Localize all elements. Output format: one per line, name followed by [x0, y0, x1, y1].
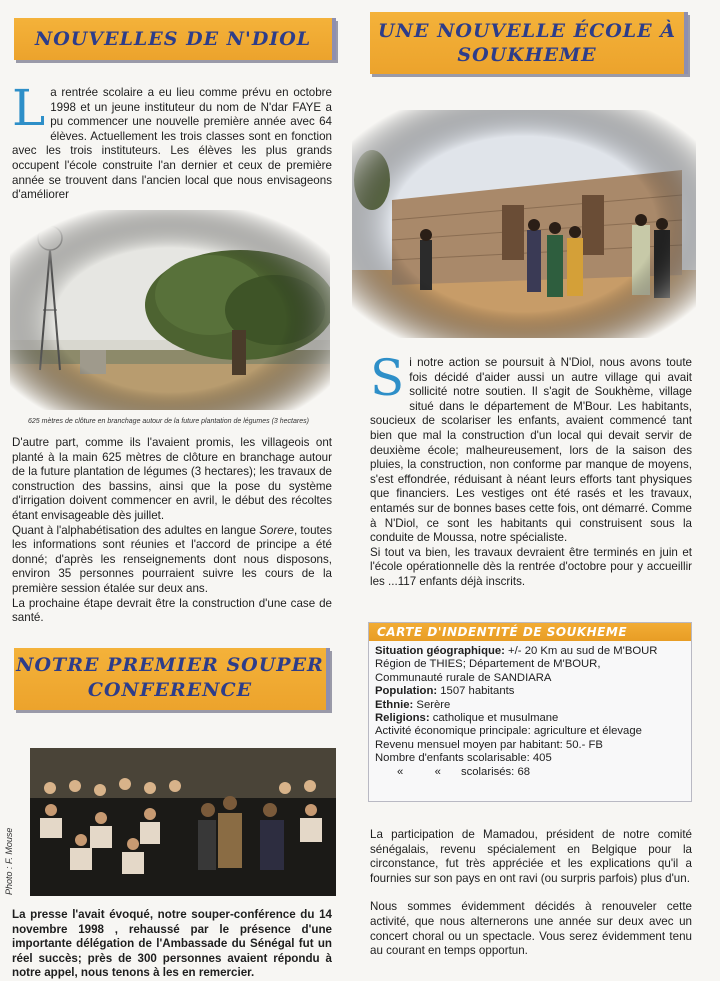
article-mamadou-text: [370, 828, 692, 959]
drop-cap: L: [12, 79, 46, 137]
paragraph-text: Si tout va bien, les travaux devraient être terminés en juin et l'école opérationnelle dès la rentrée d'octobre pour y accueillir les ...117 enfants déjà inscrits.: [370, 545, 692, 588]
id-revenu: Revenu mensuel moyen par habitant: 50.- FB: [375, 738, 603, 751]
photo-credit: Photo : F. Mouse: [4, 827, 14, 895]
article-souper-text: [12, 908, 332, 981]
paragraph-text: Quant à l'alphabétisation des adultes en langue Sorere, toutes les informations sont réunies et l'accord de principe a été donné; d'après les renseignements dont nous disposons, environ 35 personnes pourraient suivre les cours de la première session étalée sur deux ans.: [12, 523, 332, 595]
id-region: Région de THIES; Département de M'BOUR,: [375, 658, 601, 671]
paragraph-text: La participation de Mamadou, président de notre comité sénégalais, revenu spécialement en Belgique pour la circonstance, fut très appréciée et les explications qu'il a fournies sur son pays en ont ravi (ou surpris parfois) plus d'un.: [370, 828, 692, 885]
id-situation: Situation géographique: +/- 20 Km au sud de M'BOUR: [375, 645, 658, 657]
photo-audience: [30, 748, 336, 896]
paragraph-text: i notre action se poursuit à N'Diol, nous avons toute fois décidé d'aider aussi un autre village qui avait sollicité notre soutien. Il s'agit de Soukhème, village situé dans le département de M'Bour. Les habitants, soucieux de scolariser les enfants, avaient commencé tant bien que mal la construction d'un local qui devait servir de deuxième école; malheureusement, lors de la saison des pluies, la construction, non conforme par manque de moyens, s'est effondrée, réduisant à néant leurs efforts tant physiques que financiers. Les vestiges ont été rasés et les travaux, entamés sur de bonnes bases cette fois, ont démarré. Comme à N'Diol, ce sont les habitants qui construisent sous la conduite de Moussa, notre spécialiste.: [370, 356, 692, 545]
photo-school-construction: [352, 110, 696, 338]
id-activite: Activité économique principale: agriculture et élevage: [375, 725, 642, 738]
paragraph-text: Nous sommes évidemment décidés à renouveler cette activité, que nous alternerons une année sur deux avec un concert choral ou un spectacle. Vous serez évidemment tenu au courant en temps opportun.: [370, 900, 692, 958]
id-population: Population: 1507 habitants: [375, 685, 515, 698]
paragraph-text: D'autre part, comme ils l'avaient promis, les villageois ont planté à la main 625 mètres de clôture en branchage autour de la future plantation de légumes (3 hectares); les travaux de construction des bassins, ainsi que la pose du système d'irrigation doivent commencer en avril, le début des récoltes étant envisageable dès juillet.: [12, 436, 332, 522]
section-title-ndiol: NOUVELLES DE N'DIOL: [14, 18, 336, 60]
photo-caption: 625 mètres de clôture en branchage autour de la future plantation de légumes (3 hectares): [28, 418, 309, 425]
id-enfants: Nombre d'enfants scolarisable: 405: [375, 752, 552, 765]
paragraph-text: La presse l'avait évoqué, notre souper-conférence du 14 novembre 1998 , rehaussé par le présence d'une importante délégation de l'Ambassade du Sénégal fut un réel succès; près de 300 personnes avaient répondu à notre appel, nous tenons à les en remercier.: [12, 908, 332, 980]
section-title-souper: NOTRE PREMIER SOUPER CONFERENCE: [14, 648, 330, 710]
section-title-soukheme: UNE NOUVELLE ÉCOLE À SOUKHEME: [370, 12, 688, 74]
article-ndiol-body: [12, 436, 332, 626]
id-commune: Communauté rurale de SANDIARA: [375, 671, 552, 684]
paragraph-text: La prochaine étape devrait être la construction d'une case de santé.: [12, 596, 332, 625]
photo-tree-windmill: [10, 210, 330, 410]
identity-card-soukheme: [368, 622, 692, 802]
drop-cap: S: [370, 349, 405, 407]
article-ndiol-intro: [12, 79, 332, 203]
id-ethnie: Ethnie: Serère: [375, 698, 451, 711]
identity-card-title: CARTE D'INDENTITÉ DE SOUKHEME: [369, 623, 691, 641]
article-soukheme-text: [370, 349, 692, 590]
id-religions: Religions: catholique et musulmane: [375, 712, 559, 725]
paragraph-text: a rentrée scolaire a eu lieu comme prévu en octobre 1998 et un jeune instituteur du nom de N'dar FAYE a pu commencer une nouvelle première année avec 64 élèves. Actuellement les trois classes sont en fonction avec les trois instituteurs. Les élèves les plus grands occupent l'école construite l'an dernier et ceux de première année se trouvent dans l'ancien local que nous envisageons d'améliorer: [12, 86, 332, 202]
id-scolarises: « « scolarisés: 68: [397, 765, 531, 778]
